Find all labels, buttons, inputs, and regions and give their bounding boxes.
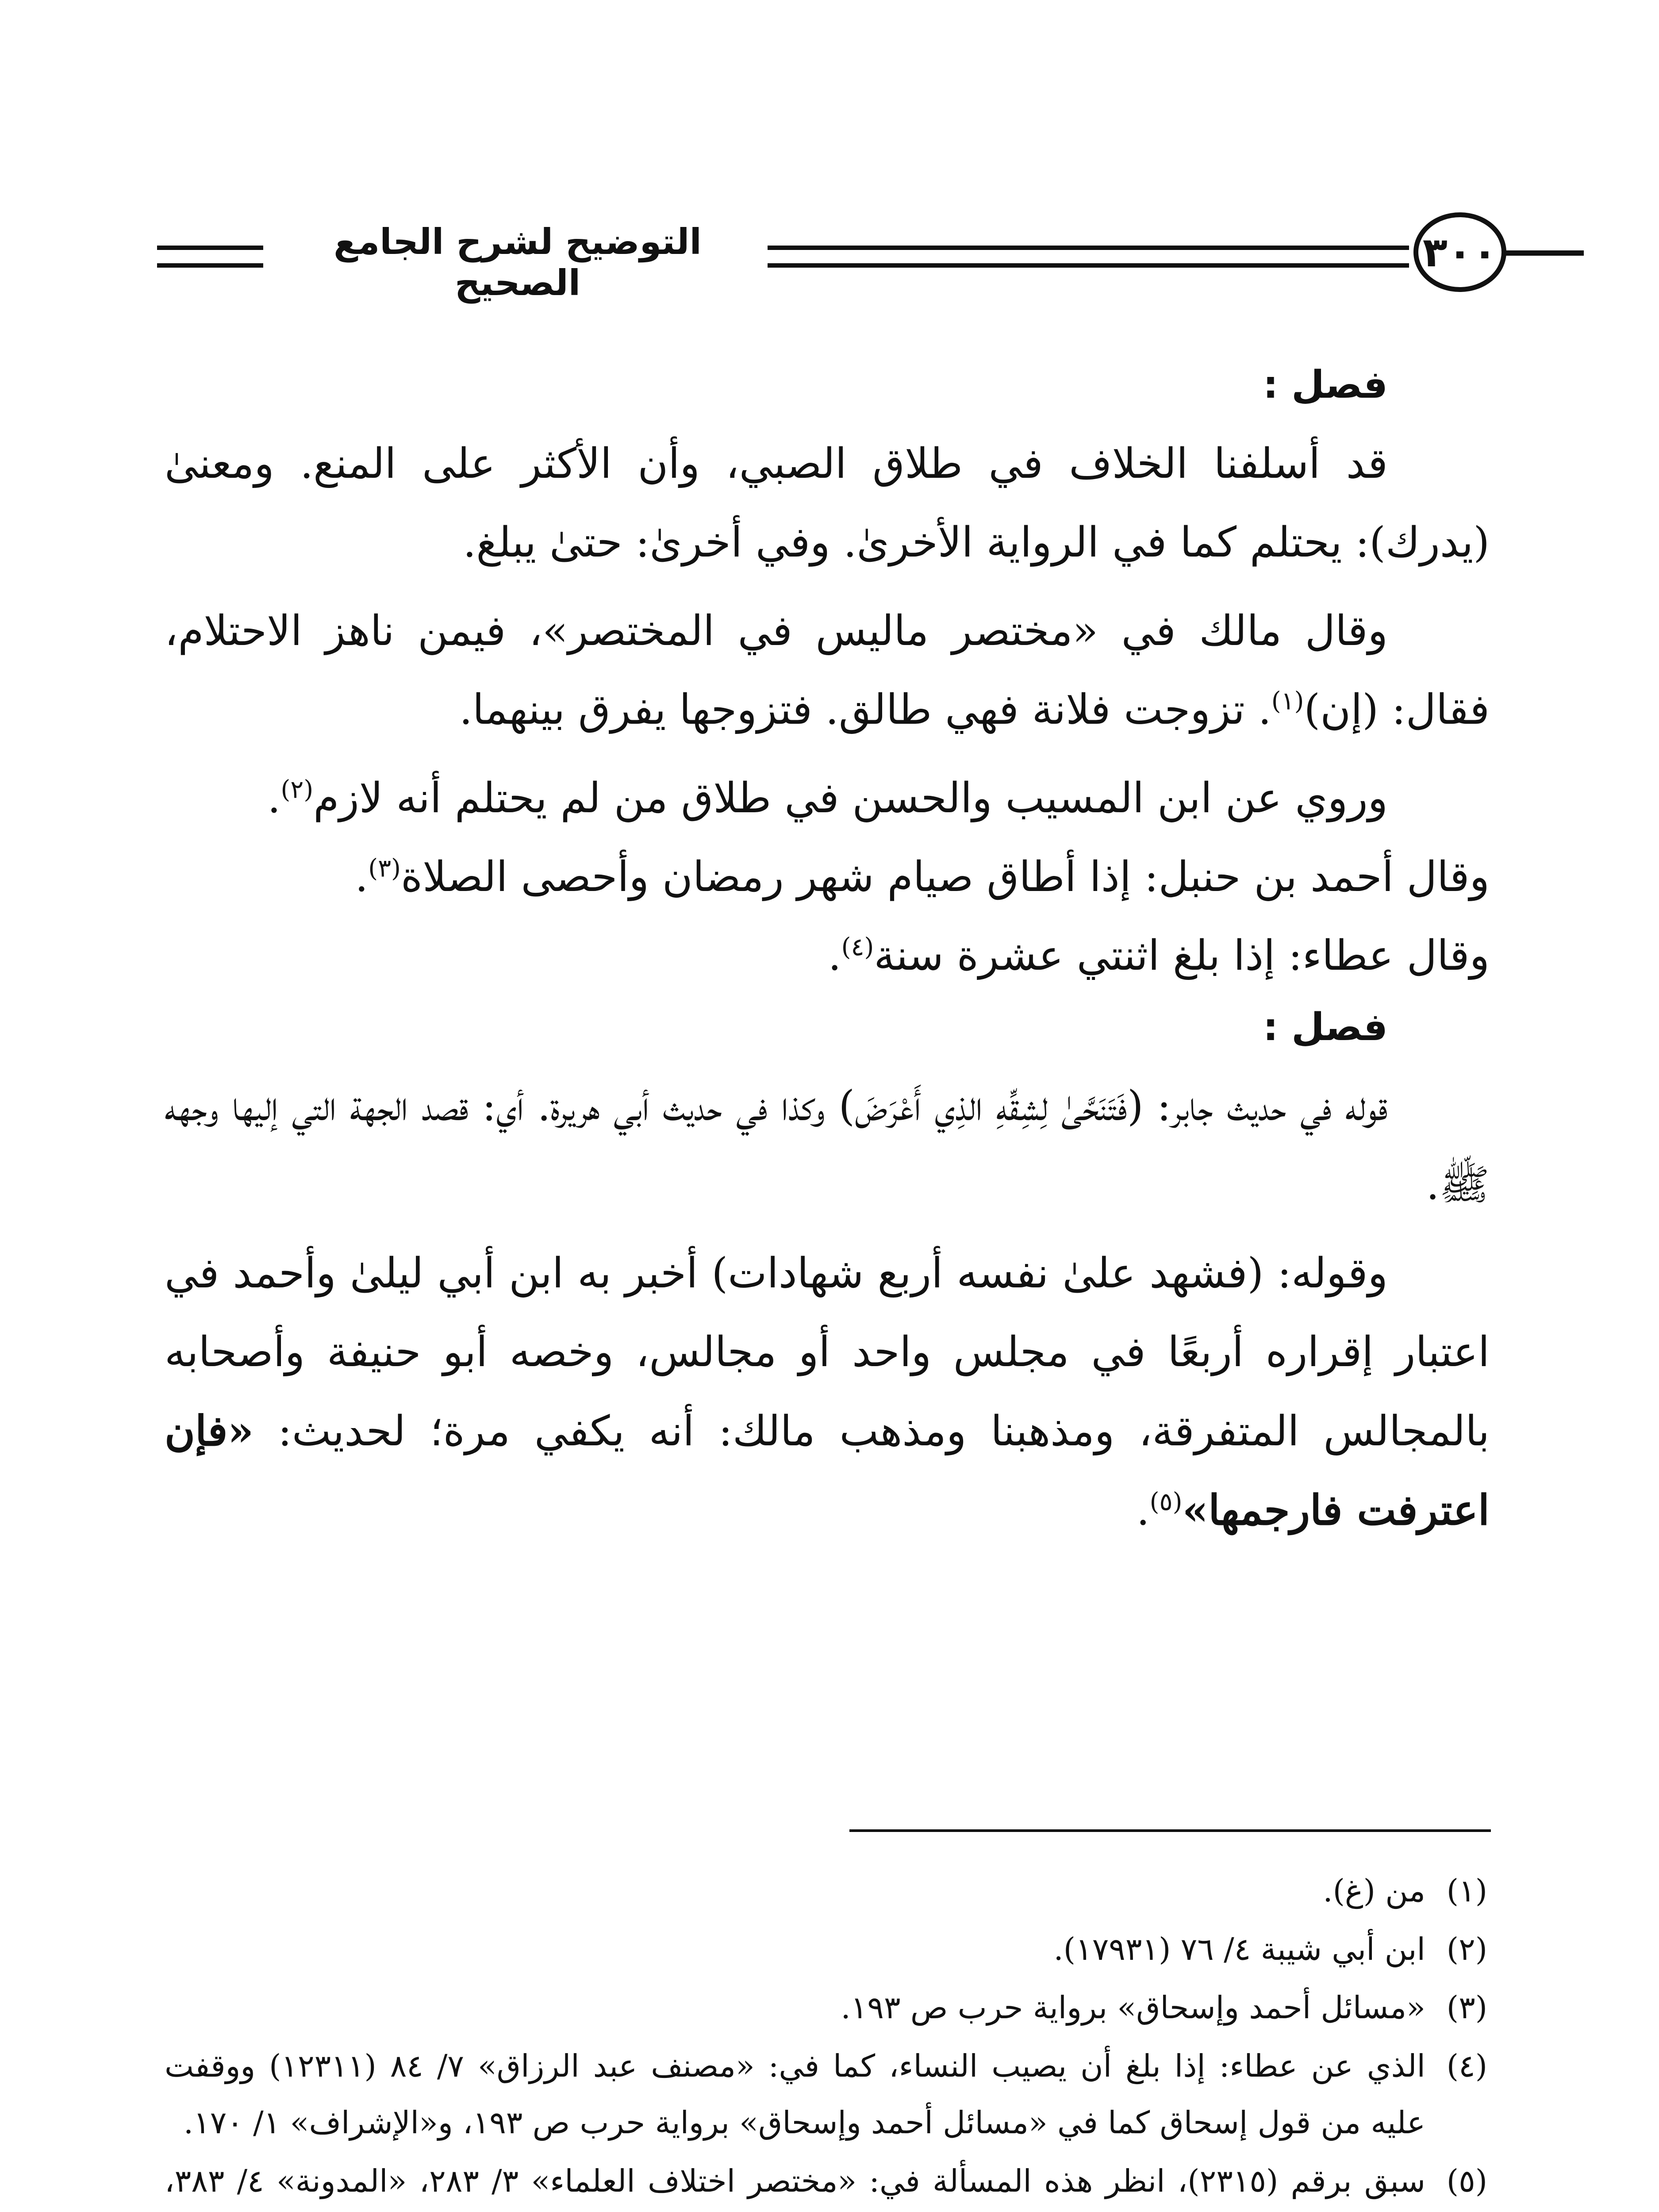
paragraph bbox=[165, 917, 1490, 995]
footnote-text: «مسائل أحمد وإسحاق» برواية حرب ص ١٩٣. bbox=[841, 1989, 1425, 2026]
header-rule bbox=[1504, 250, 1584, 256]
footnote bbox=[165, 2038, 1487, 2151]
footnote-text: من (غ). bbox=[1323, 1873, 1425, 1909]
footnote-text: الذي عن عطاء: إذا بلغ أن يصيب النساء، كما في: «مصنف عبد الرزاق» ٧/ ٨٤ (١٢٣١١) ووقفت عليه من قول إسحاق كما في «مسائل أحمد وإسحاق» برواية حرب ص ١٩٣، و«الإشراف» ١/ ١٧٠. bbox=[165, 2048, 1425, 2141]
footnote-ref: (٥) bbox=[1149, 1487, 1183, 1517]
paragraph bbox=[165, 759, 1490, 838]
paragraph-text: وقال مالك في «مختصر ماليس في المختصر»، فيمن ناهز الاحتلام، فقال: (إن) bbox=[165, 607, 1490, 734]
main-text bbox=[165, 363, 1490, 1560]
paragraph-text: . تزوجت فلانة فهي طالق. فتزوجها يفرق بينهما. bbox=[459, 686, 1271, 734]
footnote bbox=[165, 2153, 1487, 2212]
paragraph bbox=[165, 1234, 1490, 1550]
paragraph-text: وقال عطاء: إذا بلغ اثنتي عشرة سنة bbox=[874, 932, 1490, 980]
footnote-number: (٣) bbox=[1446, 1989, 1487, 2026]
paragraph bbox=[165, 592, 1490, 749]
footnote-number: (٤) bbox=[1446, 2048, 1487, 2084]
paragraph: قوله في حديث جابر: (فَتَنَحَّىٰ لِشِقِّهِ الذِي أَعْرَضَ) وكذا في حديث أبي هريرة. أي: قصد الجهة التي إليها وجهه ﷺ. bbox=[165, 1082, 1490, 1209]
footnote-ref: (١) bbox=[1271, 687, 1304, 716]
paragraph-text: وقال أحمد بن حنبل: إذا أطاق صيام شهر رمضان وأحصى الصلاة bbox=[401, 853, 1490, 901]
footnote-ref: (٢) bbox=[280, 775, 314, 804]
page-number: ٣٠٠ bbox=[1413, 212, 1506, 292]
header-rule bbox=[157, 246, 263, 250]
header-rule bbox=[157, 263, 263, 268]
footnote-number: (٢) bbox=[1446, 1931, 1487, 1967]
paragraph-text: وروي عن ابن المسيب والحسن في طلاق من لم يحتلم أنه لازم bbox=[313, 774, 1388, 822]
paragraph-text: . bbox=[1136, 1486, 1150, 1535]
paragraph bbox=[165, 838, 1490, 917]
paragraph-text: . bbox=[355, 853, 369, 901]
footnote-text: سبق برقم (٢٣١٥)، انظر هذه المسألة في: «مختصر اختلاف العلماء» ٣/ ٢٨٣، «المدونة» ٤/ ٣٨٣، bbox=[165, 2163, 1425, 2199]
section-heading: فصل : bbox=[1263, 363, 1388, 407]
header-rule bbox=[768, 263, 1409, 268]
footnote-ref: (٤) bbox=[841, 933, 874, 962]
footnote-number: (١) bbox=[1446, 1873, 1487, 1909]
header-rule bbox=[768, 246, 1409, 250]
book-title: التوضيح لشرح الجامع الصحيح bbox=[334, 221, 702, 303]
paragraph-text: وقوله: (فشهد علىٰ نفسه أربع شهادات) أخبر به ابن أبي ليلىٰ وأحمد في اعتبار إقراره أربعًا في مجلس واحد أو مجالس، وخصه أبو حنيفة وأصحابه بالمجالس المتفرقة، ومذهبنا ومذهب مالك: أنه يكفي مرة؛ لحديث: bbox=[165, 1249, 1490, 1455]
footnote-separator bbox=[849, 1829, 1491, 1832]
footnote-text: ابن أبي شيبة ٤/ ٧٦ (١٧٩٣١). bbox=[1053, 1931, 1425, 1967]
paragraph-text: . bbox=[828, 932, 841, 980]
hadith-quote: «فإن اعترفت فارجمها» bbox=[165, 1407, 1490, 1535]
paragraph-text: . bbox=[267, 774, 281, 822]
footnote bbox=[165, 1863, 1487, 1919]
page-header bbox=[157, 208, 1506, 305]
paragraph: قد أسلفنا الخلاف في طلاق الصبي، وأن الأكثر على المنع. ومعنىٰ (يدرك): يحتلم كما في الرواية الأخرىٰ. وفي أخرىٰ: حتىٰ يبلغ. bbox=[165, 440, 1490, 567]
footnotes bbox=[165, 1863, 1487, 2212]
footnote-number: (٥) bbox=[1446, 2163, 1487, 2199]
section-heading: فصل : bbox=[1263, 1005, 1388, 1049]
footnote bbox=[165, 1979, 1487, 2036]
footnote-ref: (٣) bbox=[368, 854, 401, 883]
footnote bbox=[165, 1921, 1487, 1978]
